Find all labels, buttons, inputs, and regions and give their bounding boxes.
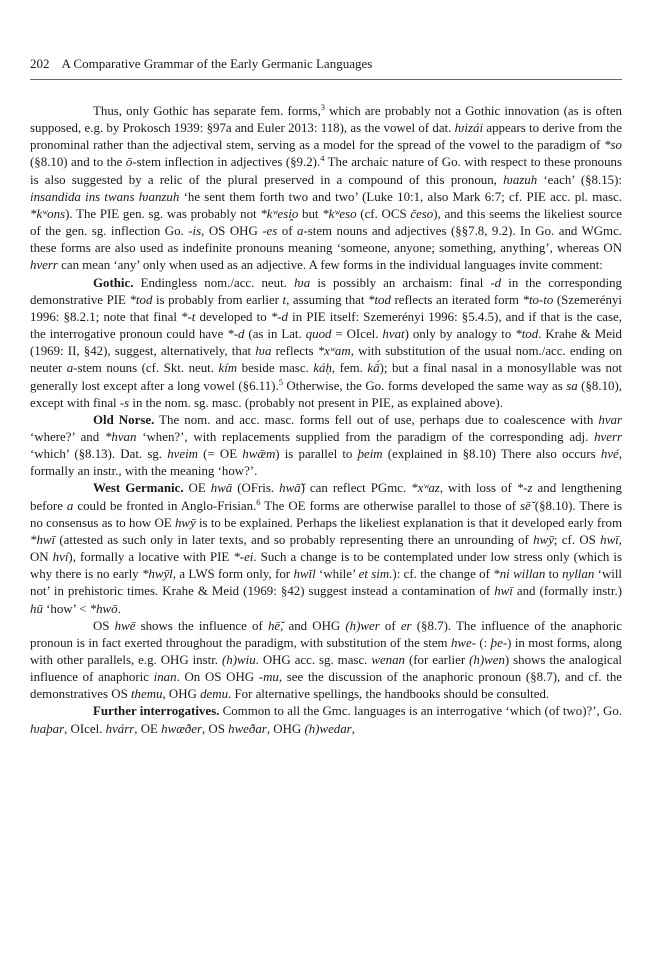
italic-form: t — [282, 292, 287, 307]
paragraph — [30, 103, 622, 275]
text-run: , OHG — [266, 721, 305, 736]
text-run: in the corresponding demonstrative PIE — [30, 275, 622, 307]
text-run: , — [351, 721, 355, 736]
italic-form: hwæðer — [161, 721, 202, 736]
italic-form: *hwī — [30, 532, 56, 547]
text-run: Thus, only Gothic has separate fem. forms, — [93, 104, 321, 118]
italic-form: hví — [52, 550, 69, 565]
text-run: reflects an iterated form — [390, 292, 523, 307]
text-run: ‘which’ (§8.13). Dat. sg. — [30, 447, 168, 462]
text-run: ‘will not’ in prehistoric times. Krahe & Meid (1969: §42) suggest instead a contamination of — [30, 567, 622, 599]
italic-form: hwā̆ — [279, 481, 301, 496]
italic-form: *xʷaz — [411, 481, 440, 496]
italic-form: *xʷam — [317, 344, 351, 359]
text-run: ), formally a locative with PIE — [68, 550, 234, 565]
text-run: ) only by analogy to — [404, 327, 516, 342]
text-run: , see the discussion of the anaphoric pronoun (§8.7), and cf. the demonstratives OS — [30, 670, 622, 702]
page-number: 202 — [30, 56, 50, 71]
text-run: (§8.10) and to the — [30, 155, 126, 170]
italic-form: hvar — [598, 412, 623, 427]
text-run: , OHG — [162, 687, 201, 702]
text-run: can mean ‘any’ only when used as an adjective. A few forms in the individual languages invite comment: — [57, 258, 603, 273]
text-run: (as in Lat. — [244, 327, 306, 342]
paragraph — [30, 703, 622, 737]
italic-form: *tod — [368, 292, 391, 307]
italic-form: demu — [200, 687, 229, 702]
section-heading: West Germanic. — [93, 481, 184, 496]
italic-form: hvat — [382, 327, 405, 342]
text-run: . Such a change is to be contemplated under low stress only (which is why there is no early — [30, 550, 623, 582]
italic-form: ƕaþar — [30, 721, 65, 736]
header-rule — [30, 79, 622, 80]
text-run: , ON — [30, 532, 622, 565]
text-run: is to be explained. Perhaps the likeliest explanation is that it developed early from — [195, 515, 622, 530]
italic-form: hwǣm — [242, 447, 276, 462]
italic-form: þe- — [490, 635, 508, 650]
text-run: ); but a final nasal in a monosyllable was not generally lost except after a long vowel (§6.11). — [30, 361, 623, 393]
italic-form: *tod — [129, 292, 153, 307]
italic-form: hwī — [494, 584, 513, 599]
text-run: which are probably not a Gothic innovation (as is often supposed, e.g. by Prokosch 1939: §97a and Euler 2013: 118), as the vowel of dat. — [30, 104, 622, 136]
text-run: The OE forms are otherwise parallel to those of — [260, 498, 521, 513]
italic-form: *-z — [516, 481, 533, 496]
italic-form: *kʷeso — [322, 206, 357, 221]
text-run: is probably from earlier — [152, 292, 283, 307]
footnote-marker: 3 — [320, 102, 326, 112]
italic-form: er — [400, 618, 412, 633]
text-run: . — [117, 601, 121, 616]
text-run: and (formally instr.) — [512, 584, 622, 599]
italic-form: ō — [125, 155, 133, 170]
italic-form: hwȳ — [533, 532, 554, 547]
italic-form: hverr — [594, 429, 622, 444]
italic-form: hvé — [600, 447, 619, 462]
text-run: is possibly an archaism: final — [310, 275, 491, 290]
text-run: , assuming that — [286, 292, 369, 307]
italic-form: insandida ins twans ƕanzuh — [30, 189, 180, 204]
text-run: , OE — [134, 721, 162, 736]
italic-form: a — [66, 361, 74, 376]
section-heading: Further interrogatives. — [93, 704, 220, 719]
text-run: in PIE itself: Szemerényi 1996: §5.4.5), and if that is the case, the interrogative pronoun could have — [30, 309, 622, 342]
text-run: Endingless nom./acc. neut. — [133, 275, 295, 290]
italic-form: et sim. — [358, 567, 393, 582]
italic-form: sē̆ — [520, 498, 531, 513]
running-title: A Comparative Grammar of the Early Germanic Languages — [61, 56, 373, 71]
text-run: Common to all the Gmc. languages is an interrogative ‘which (of two)?’, Go. — [219, 704, 622, 719]
text-run: ; cf. OS — [553, 532, 601, 547]
text-run: (attested as such only in later texts, and so probably representing there an unrounding of — [55, 532, 534, 547]
paragraph — [30, 275, 622, 412]
text-run: reflects — [271, 344, 318, 359]
italic-form: ƕazuh — [503, 172, 538, 187]
italic-form: (h)wen — [469, 653, 505, 667]
italic-form: *to-to — [522, 292, 554, 307]
text-run: = OIcel. — [331, 327, 383, 342]
italic-form: (h)wer — [345, 618, 380, 633]
text-run: of — [379, 618, 401, 633]
italic-form: *tod — [515, 327, 539, 342]
text-run: (= OE — [197, 447, 243, 462]
text-run: , OIcel. — [64, 721, 106, 736]
text-run: (for earlier — [405, 653, 470, 667]
italic-form: *-d — [270, 309, 288, 324]
text-run: ‘each’ (§8.15): — [537, 172, 622, 187]
italic-form: *hvan — [104, 429, 137, 444]
text-run: ). The PIE gen. sg. was probably not — [65, 206, 261, 221]
running-header — [30, 56, 622, 72]
italic-form: *hwō — [89, 601, 118, 616]
text-run: (§8.7). The influence of the anaphoric pronoun is in fact exerted throughout the paradigm, with substitution of the stem — [30, 618, 623, 650]
italic-form: *kʷons — [30, 206, 66, 221]
text-run: Otherwise, the Go. forms developed the same way as — [282, 378, 567, 393]
italic-form: hū — [30, 601, 43, 616]
text-run: (: — [476, 635, 491, 650]
italic-form: *-ei — [233, 550, 254, 565]
text-run: ‘he sent them forth two and two’ (Luke 10:1, also Mark 6:7; cf. PIE acc. pl. masc. — [179, 189, 623, 204]
text-run: ) in most forms, along with other parallels, e.g. OHG instr. — [30, 635, 622, 667]
italic-form: hveim — [167, 447, 198, 462]
text-run: ) is parallel to — [275, 447, 358, 462]
text-run: (cf. OCS — [356, 206, 411, 221]
text-run: ) can reflect PGmc. — [300, 481, 412, 496]
text-run: -stem nouns (cf. Skt. neut. — [73, 361, 219, 376]
italic-form: hwē — [114, 618, 136, 633]
text-run: to — [545, 567, 563, 582]
italic-form: quod — [305, 327, 332, 342]
text-run: , a LWS form only, for — [172, 567, 294, 582]
italic-form: (h)wedar — [304, 721, 352, 736]
text-run: ‘when?’, with replacements supplied from the paradigm of the corresponding adj. — [136, 429, 595, 444]
italic-form: kím — [218, 361, 238, 376]
text-run: OE — [183, 481, 211, 496]
italic-form: ƕa — [255, 344, 272, 359]
italic-form: hē̆ — [267, 618, 281, 633]
text-run: (§8.10). There is no consensus as to how OE — [30, 498, 623, 530]
paragraph — [30, 412, 622, 481]
italic-form: hweðar — [228, 721, 267, 736]
text-run: -stem nouns and adjectives (§§7.8, 9.2). In Go. and WGmc. these forms are also used as indefinite pronouns meaning ‘someone, anyone; something, anything’, whereas ON — [30, 224, 623, 256]
paragraph — [30, 618, 622, 704]
italic-form: þeim — [357, 447, 383, 462]
italic-form: themu — [130, 687, 163, 702]
italic-form: wenan — [371, 653, 405, 667]
italic-form: *-t — [181, 309, 196, 324]
text-run: -stem inflection in adjectives (§9.2). — [132, 155, 321, 170]
italic-form: kā́ — [367, 361, 380, 376]
text-run: beside masc. — [237, 361, 314, 376]
italic-form: nyllan — [562, 567, 595, 582]
italic-form: -d — [490, 275, 502, 290]
text-run: in the nom. sg. masc. (probably not present in PIE, as explained above). — [129, 395, 503, 410]
text-run: of — [277, 224, 297, 239]
text-run: , fem. — [331, 361, 368, 376]
italic-form: hwe- — [450, 635, 477, 650]
text-run: ): cf. the change of — [392, 567, 494, 582]
italic-form: hwā — [210, 481, 233, 496]
italic-form: *ni willan — [493, 567, 546, 582]
italic-form: česo — [410, 206, 434, 221]
italic-form: sa — [566, 378, 578, 393]
italic-form: a — [296, 224, 304, 239]
text-run: and lengthening before — [30, 481, 622, 513]
italic-form: hvárr — [105, 721, 135, 736]
italic-form: *hwȳl — [141, 567, 173, 582]
text-run: , OS OHG — [201, 224, 263, 239]
text-run: . On OS OHG — [176, 670, 259, 685]
section-heading: Old Norse. — [93, 412, 155, 427]
italic-form: hwȳ — [174, 515, 196, 530]
italic-form: -es — [262, 224, 278, 239]
text-run: , with loss of — [439, 481, 517, 496]
italic-form: -is — [188, 224, 202, 239]
text-run: . Krahe & Meid (1969: II, §42), suggest, alternatively, that — [30, 327, 622, 359]
italic-form: hverr — [30, 258, 58, 273]
text-run: shows the influence of — [135, 618, 268, 633]
text-run: , formally an instr., with the meaning ‘how?’. — [30, 447, 622, 479]
text-run: could be fronted in Anglo-Frisian. — [73, 498, 257, 513]
italic-form: káḥ — [313, 361, 332, 376]
text-run: appears to derive from the pronominal rather than the adjectival stem, serving as a model for the spread of the vowel to the paradigm of — [30, 121, 622, 153]
text-run: ), and this seems the likeliest source of the gen. sg. inflection Go. — [30, 206, 622, 239]
text-run: ‘where?’ and — [30, 429, 105, 444]
italic-form: (h)wiu — [221, 653, 256, 667]
footnote-marker: 6 — [256, 496, 261, 507]
text-run: The archaic nature of Go. with respect to these pronouns is also suggested by a relic of the plural preserved in a compound of this pronoun, — [30, 155, 623, 187]
text-run: . For alternative spellings, the handbooks should be consulted. — [228, 687, 550, 702]
italic-form: -s — [119, 395, 130, 410]
text-run: , OS — [201, 721, 229, 736]
text-run: , with substitution of the usual nom./acc. ending on neuter — [30, 344, 623, 376]
text-run: ) shows the analogical influence of anaphoric — [30, 653, 623, 685]
text-run: (OFris. — [232, 481, 280, 496]
italic-form: a — [66, 498, 74, 513]
text-run: . OHG acc. sg. masc. — [255, 653, 372, 667]
italic-form: -mu — [258, 670, 279, 685]
text-run: developed to — [195, 309, 271, 324]
body-text — [30, 103, 622, 738]
italic-form: ƕizái — [454, 121, 484, 136]
paragraph — [30, 480, 622, 617]
italic-form: inan — [153, 670, 177, 685]
text-run: The nom. and acc. masc. forms fell out of use, perhaps due to coalescence with — [154, 412, 599, 427]
text-run: (explained in §8.10) There also occurs — [382, 447, 601, 462]
footnote-marker: 5 — [278, 376, 283, 387]
italic-form: hwīl — [293, 567, 316, 582]
footnote-marker: 4 — [320, 153, 325, 164]
italic-form: *kʷesi̯o — [260, 206, 299, 221]
text-run: (Szemerényi 1996: §8.2.1; note that final — [30, 292, 622, 324]
section-heading: Gothic. — [93, 275, 134, 290]
text-run: (§8.10), except with final — [30, 378, 622, 410]
text-run: ‘while’ — [315, 567, 359, 582]
italic-form: ƕa — [294, 275, 311, 290]
text-run: , and OHG — [280, 618, 346, 633]
text-run: OS — [93, 618, 115, 633]
text-run: but — [298, 206, 323, 221]
text-run: ‘how’ < — [42, 601, 90, 616]
italic-form: hwī — [600, 532, 619, 547]
italic-form: *-d — [227, 327, 245, 342]
italic-form: *so — [604, 138, 622, 153]
